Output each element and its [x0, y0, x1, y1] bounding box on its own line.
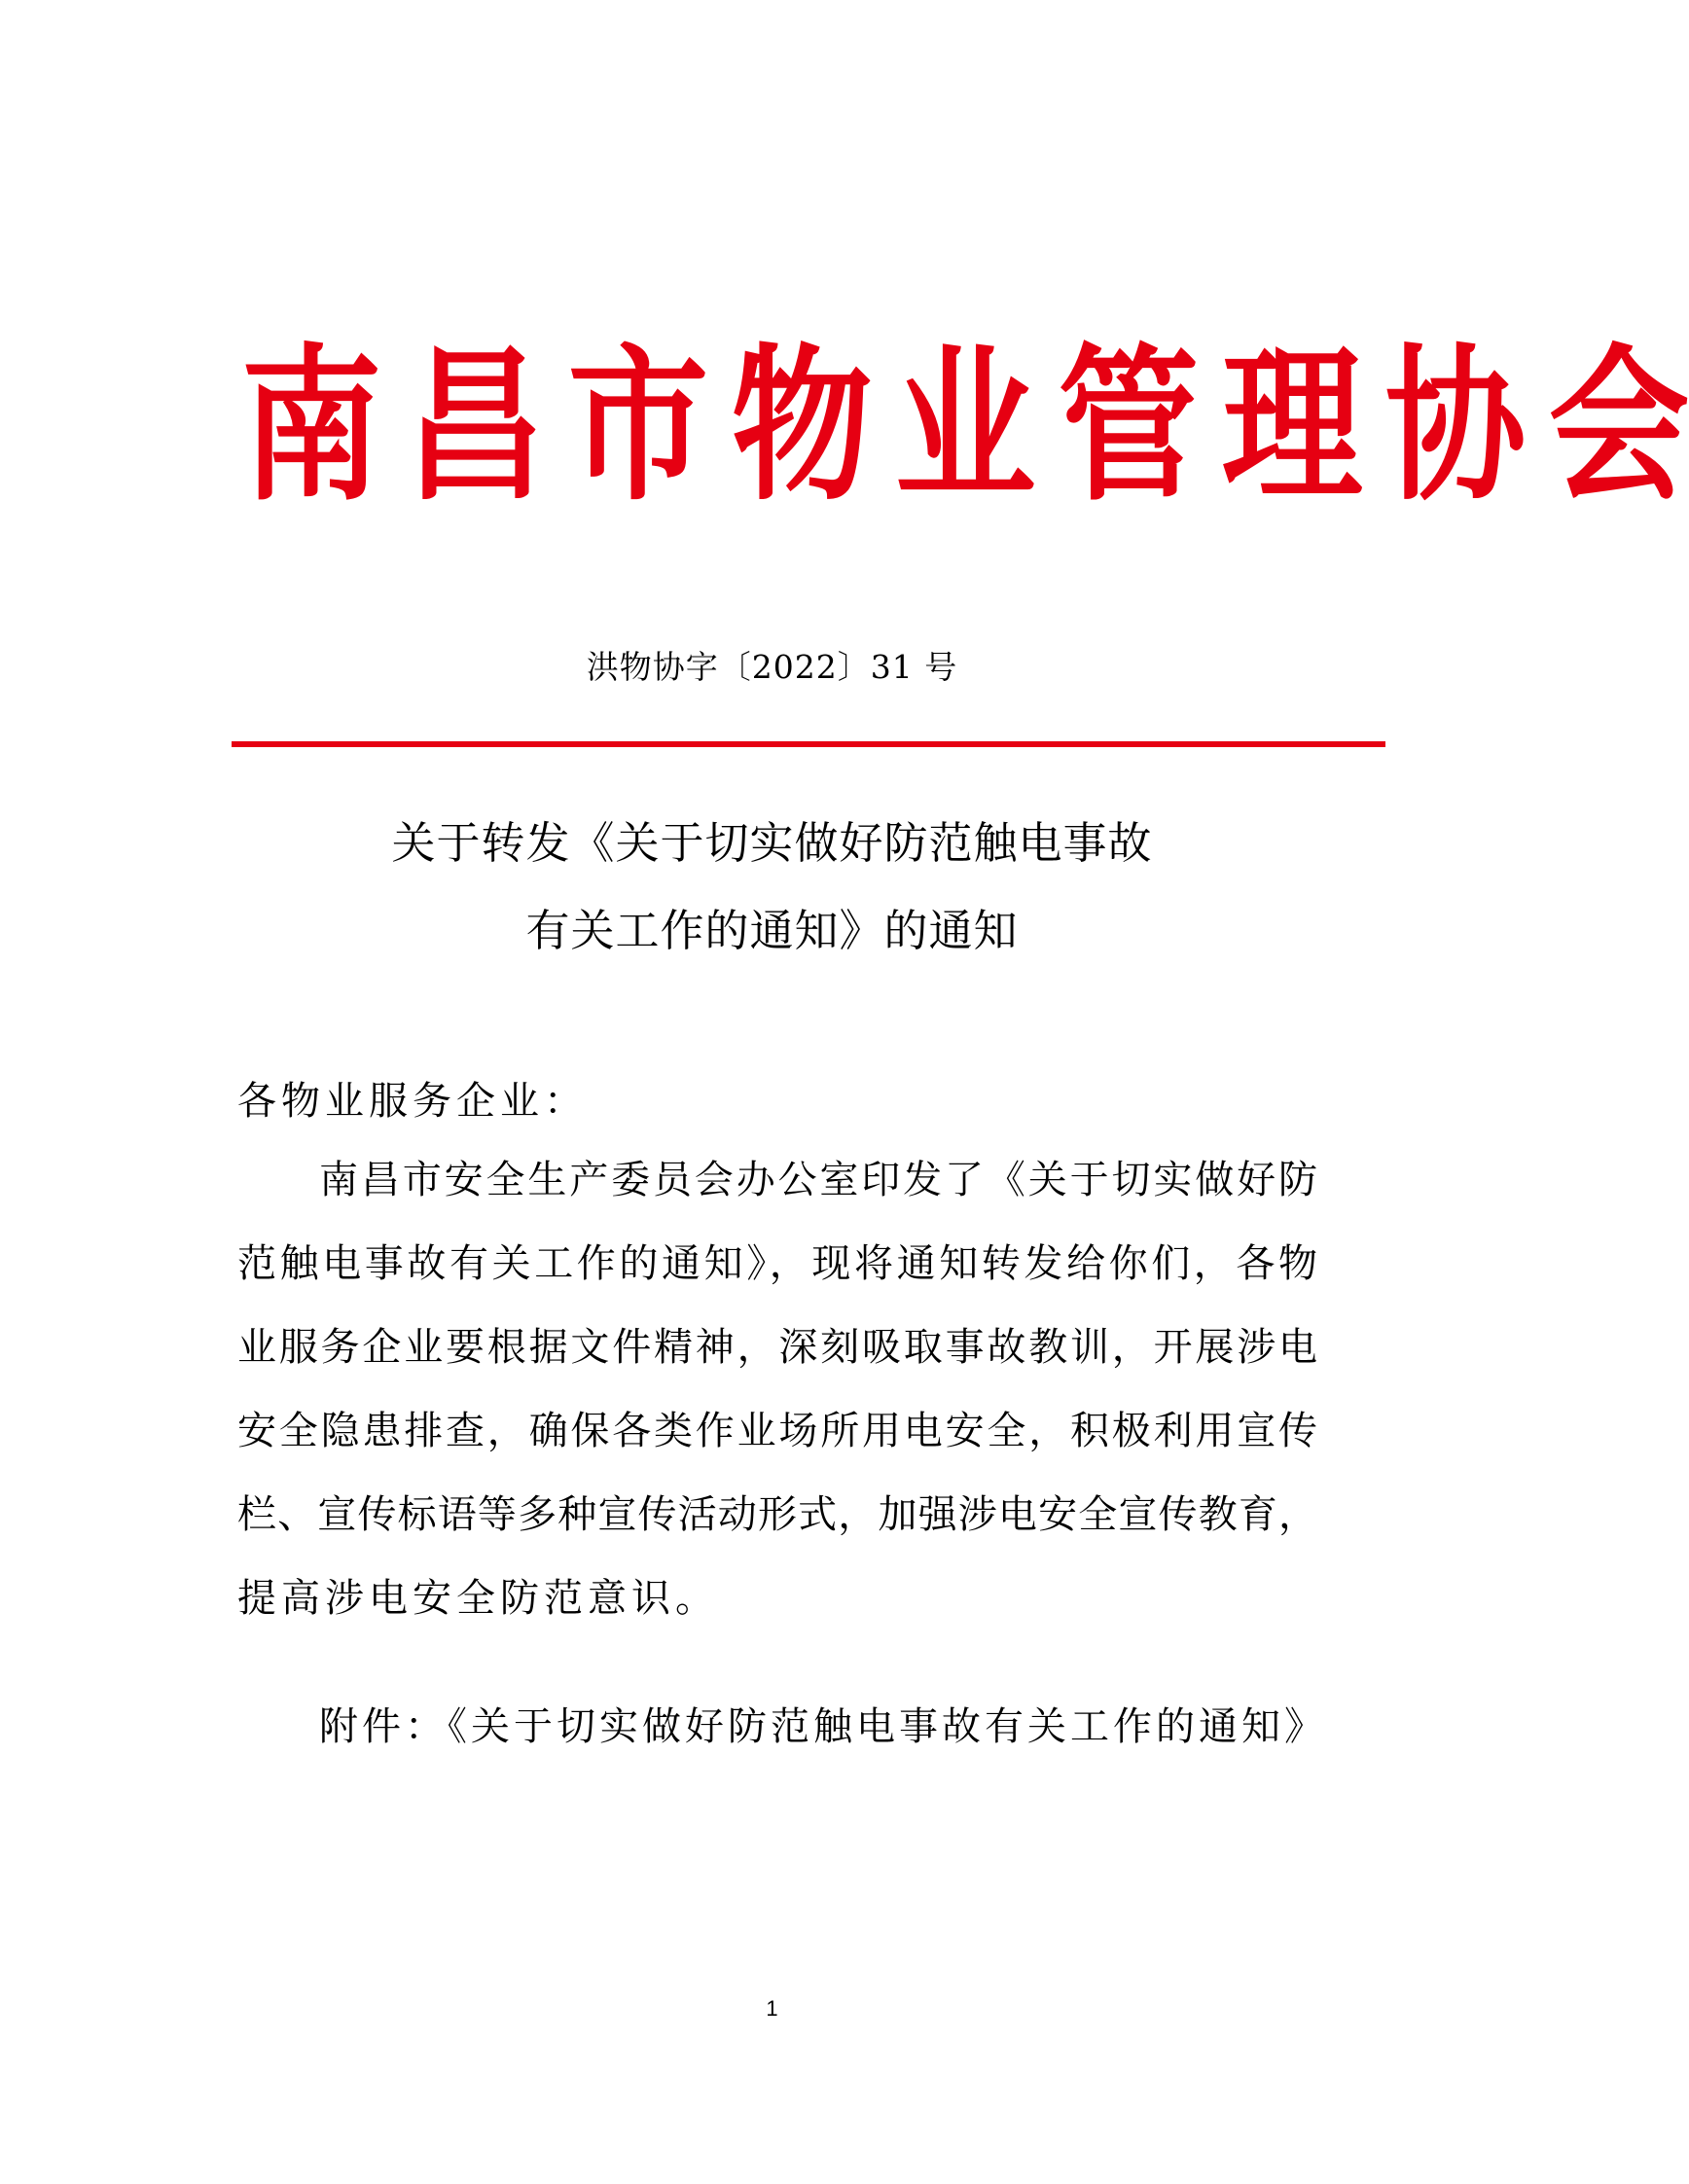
body-line: 范触电事故有关工作的通知》，现将通知转发给你们，各物 [237, 1241, 1317, 1286]
letterhead-char: 协 [1384, 329, 1527, 523]
letterhead-char: 管 [1058, 329, 1200, 523]
letterhead-char: 物 [731, 329, 873, 523]
attachment-note: 附件：《关于切实做好防范触电事故有关工作的通知》 [319, 1704, 1327, 1749]
organization-letterhead [230, 329, 1689, 523]
body-line: 提高涉电安全防范意识。 [237, 1576, 719, 1621]
letterhead-char: 昌 [404, 329, 546, 523]
body-paragraph [237, 1138, 1317, 1640]
title-line: 关于转发《关于切实做好防范触电事故 [391, 817, 1153, 869]
letterhead-char: 南 [240, 329, 382, 523]
letterhead-char: 市 [567, 329, 709, 523]
body-line: 南昌市安全生产委员会办公室印发了《关于切实做好防 [319, 1158, 1317, 1202]
letterhead-char: 理 [1221, 329, 1363, 523]
header-divider [232, 741, 1385, 747]
salutation: 各物业服务企业： [237, 1079, 588, 1124]
document-title [0, 800, 1544, 975]
page-number: 1 [766, 1996, 778, 2021]
letterhead-char: 会 [1548, 329, 1689, 523]
body-line: 栏、宣传标语等多种宣传活动形式，加强涉电安全宣传教育， [237, 1492, 1317, 1537]
body-line: 业服务企业要根据文件精神，深刻吸取事故教训，开展涉电 [237, 1325, 1317, 1370]
body-line: 安全隐患排查，确保各类作业场所用电安全，积极利用宣传 [237, 1409, 1317, 1453]
document-number: 洪物协字〔2022〕31 号 [586, 648, 958, 686]
title-line: 有关工作的通知》的通知 [525, 905, 1019, 956]
letterhead-char: 业 [894, 329, 1036, 523]
